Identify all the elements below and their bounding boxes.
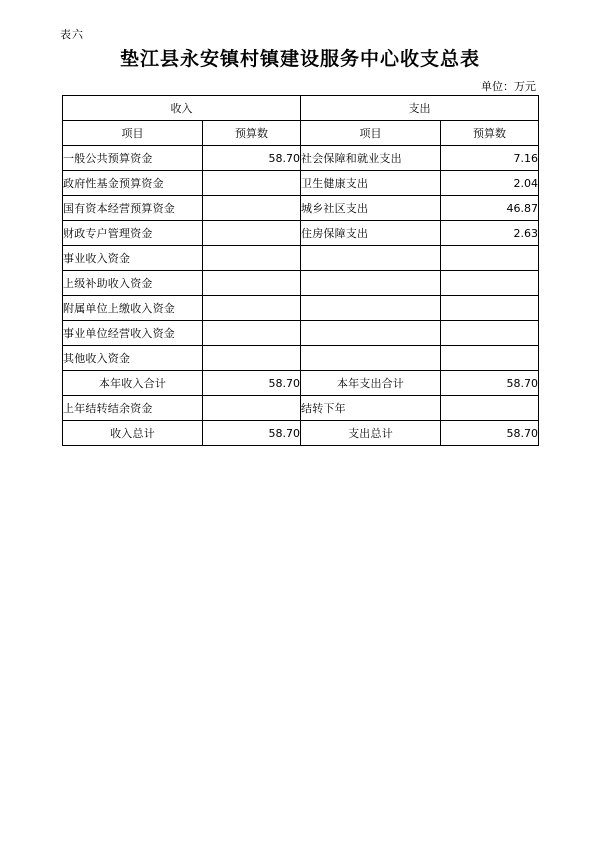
income-amount-year-total: 58.70 [203,371,301,396]
income-amount [203,321,301,346]
expense-amount-grand-total: 58.70 [441,421,539,446]
expense-amount [441,296,539,321]
unit-note: 单位：万元 [481,80,536,93]
expense-item [301,321,441,346]
table-row-carryover [63,396,539,421]
expense-amount [441,346,539,371]
expense-item [301,271,441,296]
column-header-income-item: 项目 [63,121,203,146]
expense-amount [441,271,539,296]
income-amount [203,171,301,196]
table-row [63,146,539,171]
income-item: 一般公共预算资金 [63,146,203,171]
income-item: 政府性基金预算资金 [63,171,203,196]
income-item: 附属单位上缴收入资金 [63,296,203,321]
expense-item-year-total: 本年支出合计 [301,371,441,396]
income-item: 国有资本经营预算资金 [63,196,203,221]
income-item: 事业单位经营收入资金 [63,321,203,346]
column-header-expense-item: 项目 [301,121,441,146]
expense-amount: 7.16 [441,146,539,171]
table-row [63,246,539,271]
income-amount-carryover [203,396,301,421]
table-row [63,171,539,196]
expense-item: 住房保障支出 [301,221,441,246]
expense-amount: 2.04 [441,171,539,196]
group-header-expense: 支出 [301,96,539,121]
income-amount: 58.70 [203,146,301,171]
income-item: 事业收入资金 [63,246,203,271]
budget-summary-table [62,95,539,446]
expense-item-grand-total: 支出总计 [301,421,441,446]
expense-item [301,296,441,321]
column-header-income-amount: 预算数 [203,121,301,146]
expense-item: 城乡社区支出 [301,196,441,221]
table-row [63,346,539,371]
income-item: 财政专户管理资金 [63,221,203,246]
sheet-label: 表六 [60,28,84,41]
expense-item [301,346,441,371]
income-item-grand-total: 收入总计 [63,421,203,446]
group-header-income: 收入 [63,96,301,121]
expense-item [301,246,441,271]
expense-amount-carryover [441,396,539,421]
income-amount [203,221,301,246]
expense-amount: 2.63 [441,221,539,246]
expense-amount-year-total: 58.70 [441,371,539,396]
expense-amount [441,246,539,271]
income-amount [203,196,301,221]
table-group-header-row [63,96,539,121]
page-title: 垫江县永安镇村镇建设服务中心收支总表 [119,48,480,70]
table-row [63,296,539,321]
table-row [63,321,539,346]
table-column-header-row [63,121,539,146]
table-row-grand-total [63,421,539,446]
table-row-year-total [63,371,539,396]
income-item-carryover: 上年结转结余资金 [63,396,203,421]
income-amount [203,296,301,321]
table-row [63,271,539,296]
expense-item: 卫生健康支出 [301,171,441,196]
expense-item-carryover: 结转下年 [301,396,441,421]
income-item: 上级补助收入资金 [63,271,203,296]
income-amount [203,271,301,296]
income-amount [203,346,301,371]
expense-amount [441,321,539,346]
table-row [63,196,539,221]
column-header-expense-amount: 预算数 [441,121,539,146]
income-item: 其他收入资金 [63,346,203,371]
income-amount [203,246,301,271]
table-row [63,221,539,246]
expense-item: 社会保障和就业支出 [301,146,441,171]
income-amount-grand-total: 58.70 [203,421,301,446]
expense-amount: 46.87 [441,196,539,221]
income-item-year-total: 本年收入合计 [63,371,203,396]
